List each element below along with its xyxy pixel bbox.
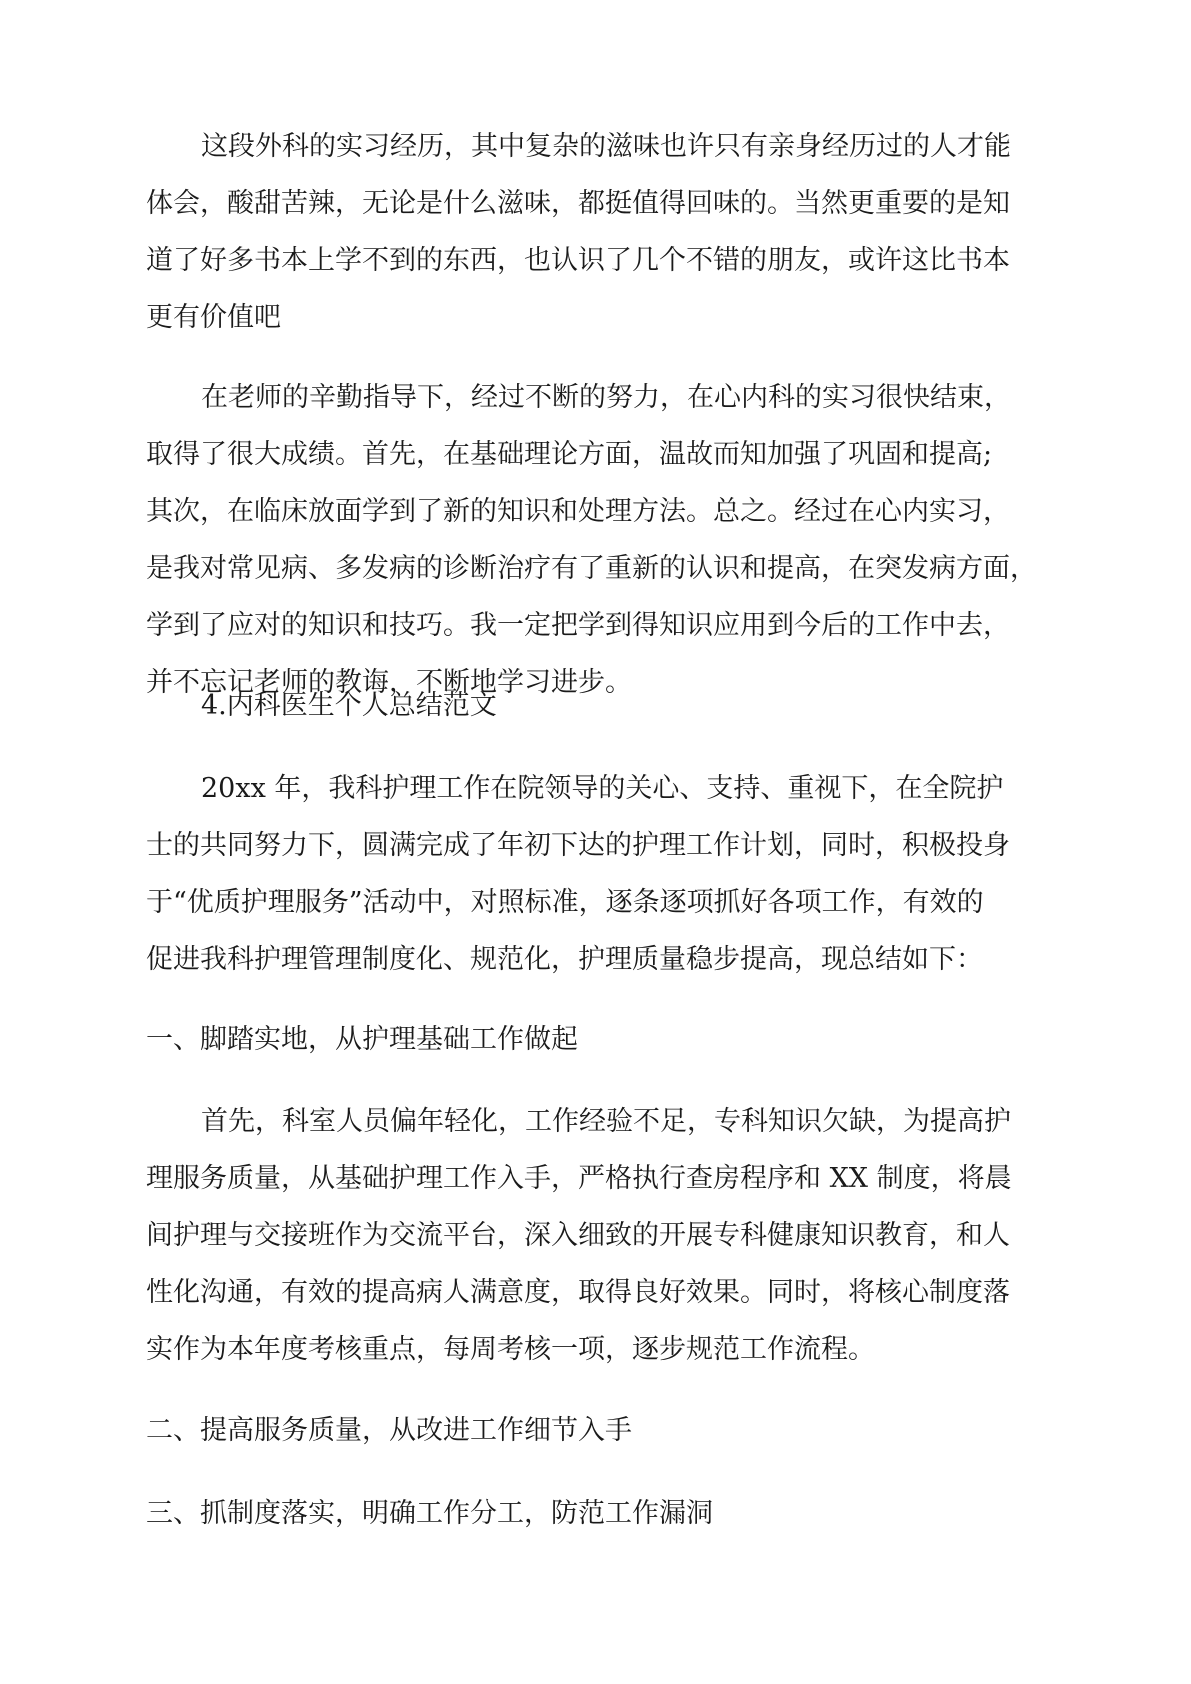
text-line: 性化沟通，有效的提高病人满意度，取得良好效果。同时，将核心制度落 [146,1277,1010,1308]
section-heading: 4.内科医生个人总结范文 [201,690,497,721]
text-line: 取得了很大成绩。首先，在基础理论方面，温故而知加强了巩固和提高; [146,439,993,470]
text-line: 于“优质护理服务”活动中，对照标准，逐条逐项抓好各项工作，有效的 [146,887,984,918]
text-line: 这段外科的实习经历，其中复杂的滋味也许只有亲身经历过的人才能 [201,131,1011,162]
text-line: 并不忘记老师的教诲，不断地学习进步。 [146,667,632,698]
paragraph-cardiology-internship [146,369,1046,711]
text-line: 更有价值吧 [146,302,281,333]
text-line: 首先，科室人员偏年轻化，工作经验不足，专科知识欠缺，为提高护 [201,1106,1011,1137]
text-line: 间护理与交接班作为交流平台，深入细致的开展专科健康知识教育，和人 [146,1220,1010,1251]
text-line: 体会，酸甜苦辣，无论是什么滋味，都挺值得回味的。当然更重要的是知 [146,188,1010,219]
subheading-3 [146,1485,1046,1542]
text-line: 士的共同努力下，圆满完成了年初下达的护理工作计划，同时，积极投身 [146,830,1010,861]
paragraph-surgery-internship [146,118,1046,346]
text-line: 20xx 年，我科护理工作在院领导的关心、支持、重视下，在全院护 [201,773,1004,804]
section-heading: 三、抓制度落实，明确工作分工，防范工作漏洞 [146,1498,713,1529]
paragraph-basic-nursing [146,1093,1046,1378]
section-heading-4 [146,677,1046,734]
text-line: 实作为本年度考核重点，每周考核一项，逐步规范工作流程。 [146,1334,875,1365]
section-heading: 二、提高服务质量，从改进工作细节入手 [146,1415,632,1446]
text-line: 其次，在临床放面学到了新的知识和处理方法。总之。经过在心内实习， [146,496,1010,527]
text-line: 学到了应对的知识和技巧。我一定把学到得知识应用到今后的工作中去， [146,610,1010,641]
subheading-1 [146,1011,1046,1068]
subheading-2 [146,1402,1046,1459]
text-line: 促进我科护理管理制度化、规范化，护理质量稳步提高，现总结如下： [146,944,983,975]
text-line: 道了好多书本上学不到的东西，也认识了几个不错的朋友，或许这比书本 [146,245,1010,276]
text-line: 是我对常见病、多发病的诊断治疗有了重新的认识和提高，在突发病方面， [146,553,1037,584]
text-line: 理服务质量，从基础护理工作入手，严格执行查房程序和 XX 制度，将晨 [146,1163,1012,1194]
paragraph-nursing-summary [146,760,1046,988]
section-heading: 一、脚踏实地，从护理基础工作做起 [146,1024,578,1055]
text-line: 在老师的辛勤指导下，经过不断的努力，在心内科的实习很快结束， [201,382,1011,413]
